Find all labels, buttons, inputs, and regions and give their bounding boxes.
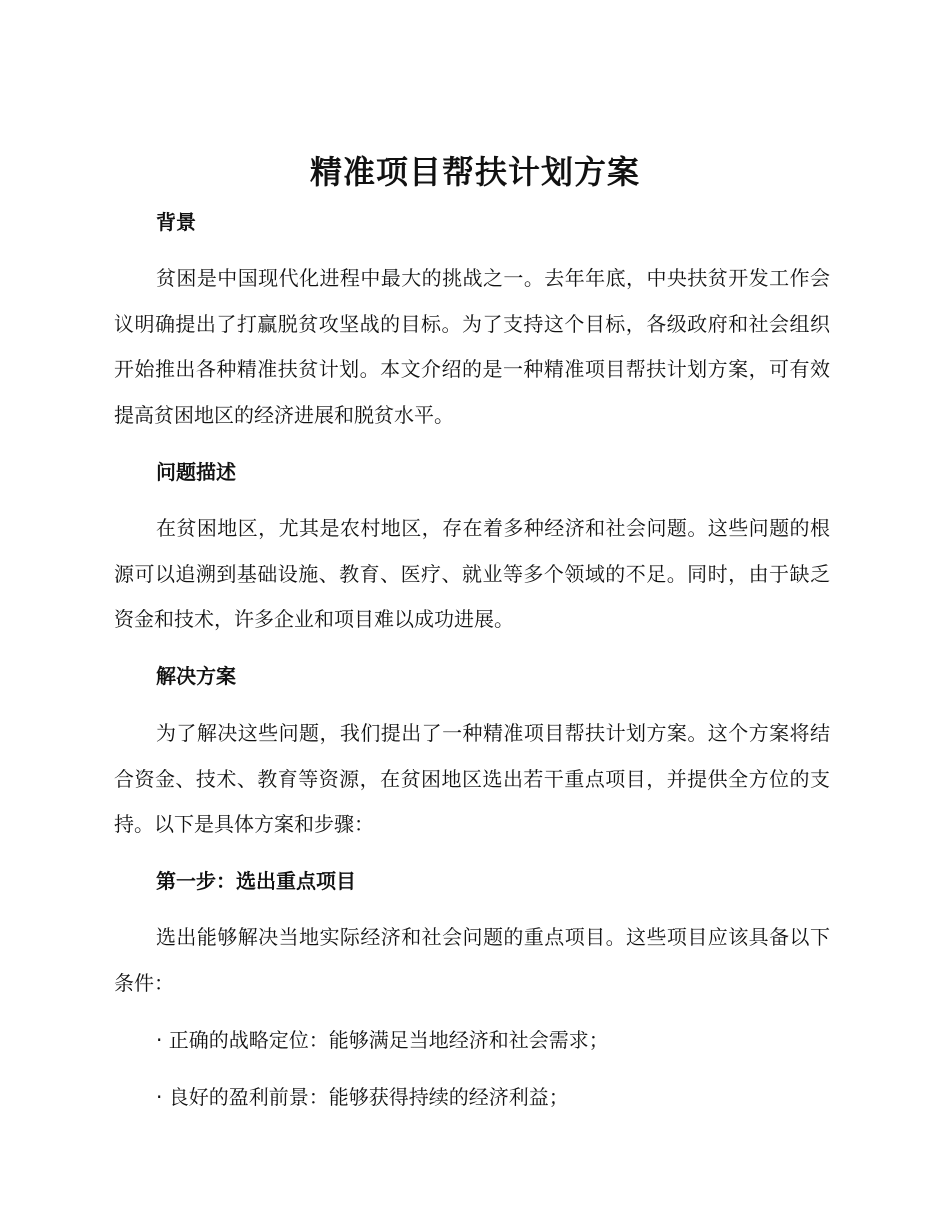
section-heading-solution: 解决方案	[156, 664, 236, 688]
paragraph-problem: 在贫困地区，尤其是农村地区，存在着多种经济和社会问题。这些问题的根源可以追溯到基础设施、教育、医疗、就业等多个领域的不足。同时，由于缺乏资金和技术，许多企业和项目难以成功进展。	[114, 516, 830, 631]
list-item: · 良好的盈利前景：能够获得持续的经济利益；	[156, 1085, 569, 1109]
section-heading-background: 背景	[156, 210, 196, 234]
document-title: 精准项目帮扶计划方案	[309, 153, 640, 191]
paragraph-solution: 为了解决这些问题，我们提出了一种精准项目帮扶计划方案。这个方案将结合资金、技术、教育等资源，在贫困地区选出若干重点项目，并提供全方位的支持。以下是具体方案和步骤：	[114, 721, 830, 836]
section-heading-problem: 问题描述	[156, 460, 236, 484]
section-heading-step1: 第一步：选出重点项目	[156, 869, 356, 893]
paragraph-step1: 选出能够解决当地实际经济和社会问题的重点项目。这些项目应该具备以下条件：	[114, 925, 830, 995]
paragraph-background: 贫困是中国现代化进程中最大的挑战之一。去年年底，中央扶贫开发工作会议明确提出了打赢脱贫攻坚战的目标。为了支持这个目标，各级政府和社会组织开始推出各种精准扶贫计划。本文介绍的是一种精准项目帮扶计划方案，可有效提高贫困地区的经济进展和脱贫水平。	[114, 266, 830, 427]
list-item: · 正确的战略定位：能够满足当地经济和社会需求；	[156, 1028, 609, 1052]
